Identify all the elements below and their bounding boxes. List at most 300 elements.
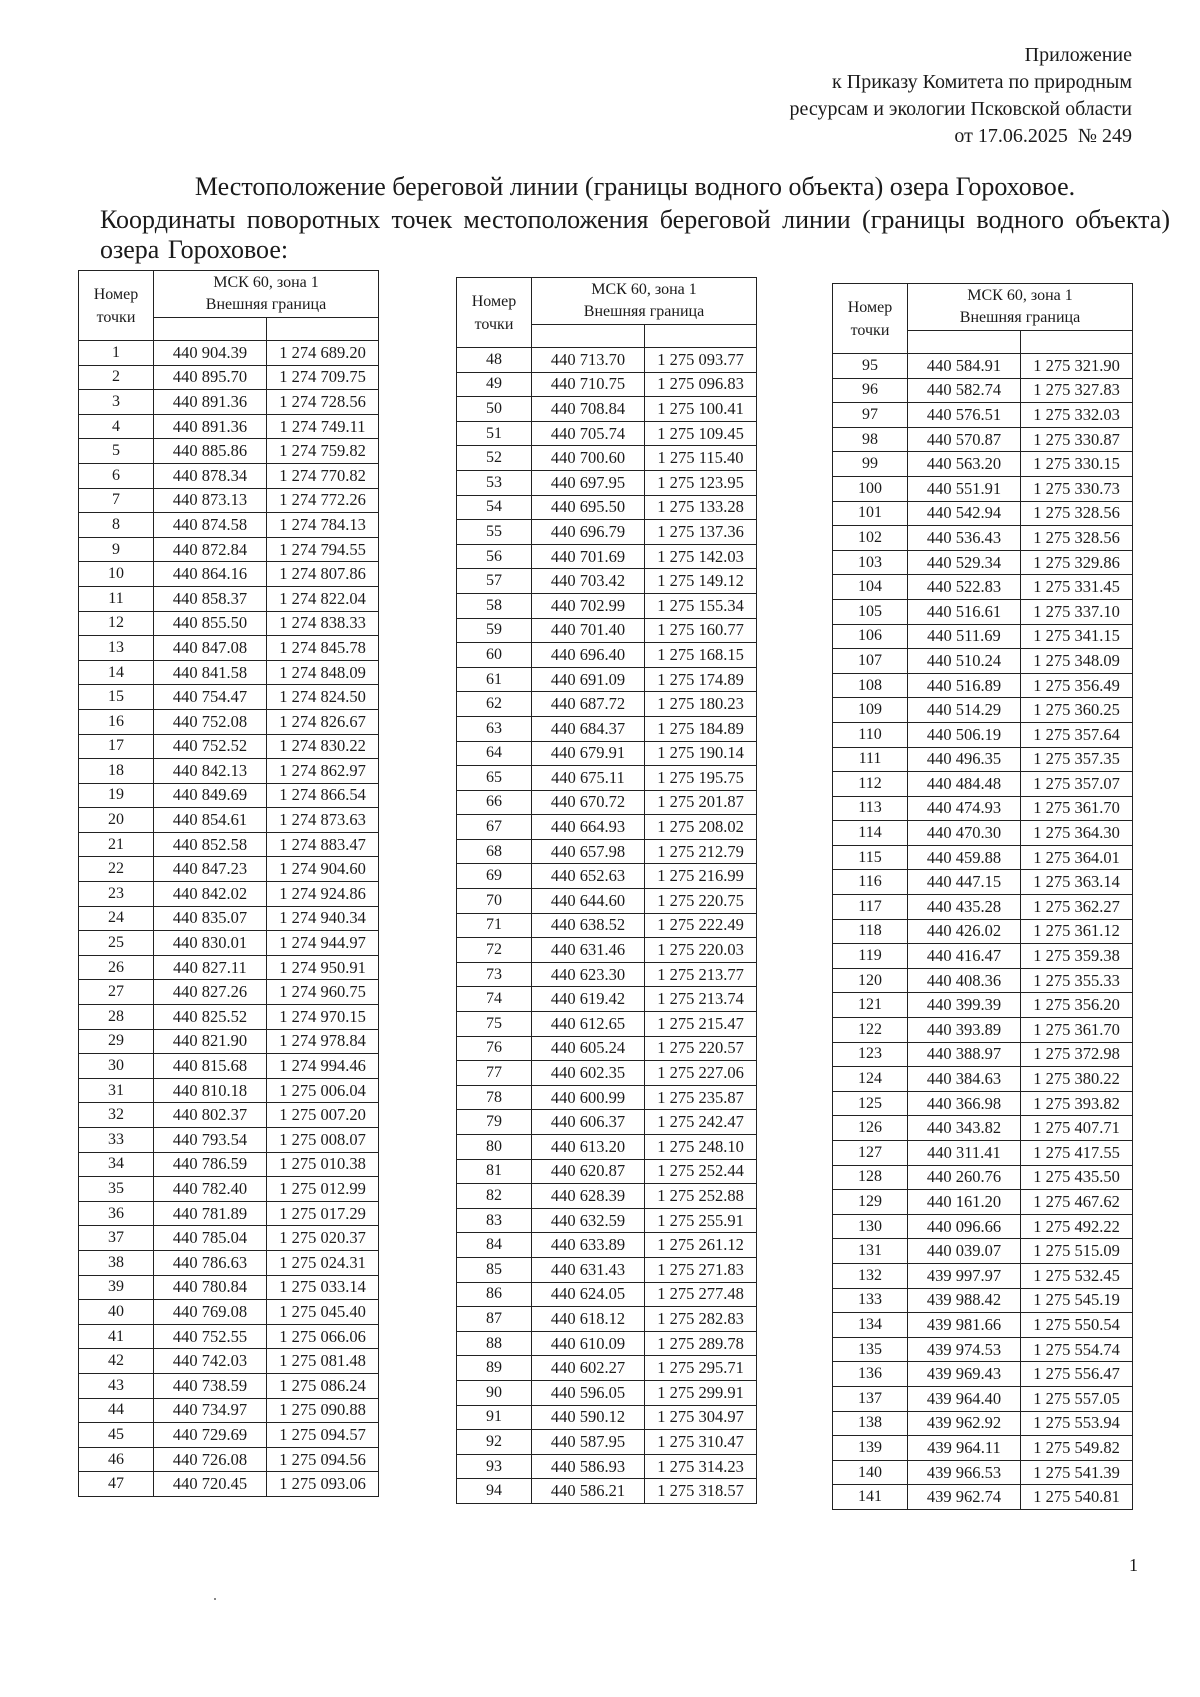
point-number: 141 <box>833 1485 908 1510</box>
table-row <box>79 414 379 439</box>
table-row <box>457 1012 757 1037</box>
coord-x: 440 570.87 <box>908 427 1021 452</box>
coord-x: 439 964.40 <box>908 1386 1021 1411</box>
point-number: 132 <box>833 1263 908 1288</box>
point-number: 66 <box>457 790 532 815</box>
table-row <box>457 1036 757 1061</box>
coord-y: 1 275 393.82 <box>1021 1091 1133 1116</box>
table-row <box>457 1159 757 1184</box>
coord-y: 1 274 794.55 <box>267 537 379 562</box>
coord-x: 440 612.65 <box>532 1012 645 1037</box>
point-number: 45 <box>79 1423 154 1448</box>
coord-x: 440 459.88 <box>908 845 1021 870</box>
table-row <box>833 1239 1133 1264</box>
table-row <box>79 1029 379 1054</box>
header-boundary-type: Внешняя граница <box>959 309 1081 326</box>
coord-y: 1 275 160.77 <box>645 618 757 643</box>
point-number: 17 <box>79 734 154 759</box>
point-number: 68 <box>457 839 532 864</box>
point-number: 119 <box>833 944 908 969</box>
coord-y: 1 274 924.86 <box>267 882 379 907</box>
coord-x: 440 447.15 <box>908 870 1021 895</box>
appendix-title: Приложение <box>1024 44 1132 66</box>
coord-y: 1 275 066.06 <box>267 1324 379 1349</box>
table-row <box>79 1373 379 1398</box>
coord-x: 440 684.37 <box>532 716 645 741</box>
coord-x: 440 895.70 <box>154 365 267 390</box>
coord-y: 1 275 081.48 <box>267 1349 379 1374</box>
point-number: 35 <box>79 1177 154 1202</box>
coord-x: 440 849.69 <box>154 783 267 808</box>
coord-x: 440 752.08 <box>154 709 267 734</box>
coord-y: 1 275 327.83 <box>1021 378 1133 403</box>
table-row <box>79 759 379 784</box>
coord-x: 440 408.36 <box>908 968 1021 993</box>
table-row <box>457 643 757 668</box>
point-number: 28 <box>79 1005 154 1030</box>
coord-y: 1 275 180.23 <box>645 692 757 717</box>
header-blank-cell <box>908 331 1021 354</box>
table-row <box>457 1479 757 1504</box>
coord-x: 440 260.76 <box>908 1165 1021 1190</box>
point-number: 57 <box>457 569 532 594</box>
table-row <box>457 495 757 520</box>
point-number: 137 <box>833 1386 908 1411</box>
coord-y: 1 274 866.54 <box>267 783 379 808</box>
coord-y: 1 275 532.45 <box>1021 1263 1133 1288</box>
table-row <box>457 569 757 594</box>
point-number: 54 <box>457 495 532 520</box>
point-number: 43 <box>79 1373 154 1398</box>
point-number: 22 <box>79 857 154 882</box>
table-row <box>457 1208 757 1233</box>
table-row <box>833 1436 1133 1461</box>
header-system-name: МСК 60, зона 1 <box>591 281 697 298</box>
table-row <box>457 864 757 889</box>
table-row <box>457 1331 757 1356</box>
point-number: 46 <box>79 1447 154 1472</box>
coord-y: 1 275 212.79 <box>645 839 757 864</box>
coord-y: 1 274 904.60 <box>267 857 379 882</box>
table-row <box>833 403 1133 428</box>
point-number: 4 <box>79 414 154 439</box>
table-row <box>457 397 757 422</box>
coord-x: 440 644.60 <box>532 889 645 914</box>
point-number: 56 <box>457 544 532 569</box>
table-row <box>833 354 1133 379</box>
coord-y: 1 275 261.12 <box>645 1233 757 1258</box>
coord-x: 440 713.70 <box>532 348 645 373</box>
point-number: 72 <box>457 938 532 963</box>
point-number: 95 <box>833 354 908 379</box>
coord-x: 440 752.52 <box>154 734 267 759</box>
coord-x: 440 600.99 <box>532 1085 645 1110</box>
coord-x: 440 484.48 <box>908 772 1021 797</box>
point-number: 42 <box>79 1349 154 1374</box>
table-row <box>833 944 1133 969</box>
coord-x: 440 687.72 <box>532 692 645 717</box>
coord-y: 1 275 357.64 <box>1021 722 1133 747</box>
coord-y: 1 275 195.75 <box>645 766 757 791</box>
point-number: 103 <box>833 550 908 575</box>
coord-y: 1 275 220.75 <box>645 889 757 914</box>
coord-x: 440 847.08 <box>154 636 267 661</box>
table-row <box>833 649 1133 674</box>
table-row <box>79 808 379 833</box>
coord-y: 1 275 329.86 <box>1021 550 1133 575</box>
coord-x: 440 874.58 <box>154 513 267 538</box>
point-number: 36 <box>79 1201 154 1226</box>
coord-x: 440 613.20 <box>532 1135 645 1160</box>
coord-x: 440 664.93 <box>532 815 645 840</box>
coord-x: 440 891.36 <box>154 414 267 439</box>
table-row <box>833 673 1133 698</box>
header-blank-cell <box>532 325 645 348</box>
coord-y: 1 275 220.03 <box>645 938 757 963</box>
coord-x: 440 878.34 <box>154 463 267 488</box>
coord-x: 440 821.90 <box>154 1029 267 1054</box>
coord-x: 440 904.39 <box>154 341 267 366</box>
point-number: 120 <box>833 968 908 993</box>
coord-x: 440 631.46 <box>532 938 645 963</box>
table-row <box>457 470 757 495</box>
point-number: 8 <box>79 513 154 538</box>
coord-y: 1 275 328.56 <box>1021 526 1133 551</box>
coord-x: 440 738.59 <box>154 1373 267 1398</box>
coord-y: 1 275 361.70 <box>1021 796 1133 821</box>
coord-x: 439 966.53 <box>908 1460 1021 1485</box>
table-row <box>79 1324 379 1349</box>
point-number: 79 <box>457 1110 532 1135</box>
coord-x: 439 962.92 <box>908 1411 1021 1436</box>
coord-y: 1 275 008.07 <box>267 1128 379 1153</box>
table-row <box>833 1067 1133 1092</box>
coord-y: 1 275 090.88 <box>267 1398 379 1423</box>
coord-y: 1 275 337.10 <box>1021 599 1133 624</box>
coord-y: 1 275 215.47 <box>645 1012 757 1037</box>
point-number: 124 <box>833 1067 908 1092</box>
coord-y: 1 275 357.35 <box>1021 747 1133 772</box>
coord-y: 1 275 407.71 <box>1021 1116 1133 1141</box>
coord-y: 1 275 364.01 <box>1021 845 1133 870</box>
coord-y: 1 274 830.22 <box>267 734 379 759</box>
coord-y: 1 275 190.14 <box>645 741 757 766</box>
coord-x: 440 516.89 <box>908 673 1021 698</box>
coord-y: 1 275 541.39 <box>1021 1460 1133 1485</box>
coord-x: 440 675.11 <box>532 766 645 791</box>
point-number: 109 <box>833 698 908 723</box>
table-row <box>833 476 1133 501</box>
coord-x: 440 696.79 <box>532 520 645 545</box>
coord-y: 1 275 242.47 <box>645 1110 757 1135</box>
point-number: 24 <box>79 906 154 931</box>
table-row <box>79 1128 379 1153</box>
table-row <box>833 870 1133 895</box>
coordinates-table-2 <box>456 277 757 1504</box>
table-row <box>833 1337 1133 1362</box>
table-row <box>79 906 379 931</box>
coord-y: 1 275 024.31 <box>267 1250 379 1275</box>
coord-x: 440 522.83 <box>908 575 1021 600</box>
coord-x: 439 969.43 <box>908 1362 1021 1387</box>
coord-x: 440 586.93 <box>532 1454 645 1479</box>
coord-x: 440 720.45 <box>154 1472 267 1497</box>
table-row <box>833 501 1133 526</box>
table-row <box>79 586 379 611</box>
table-row <box>79 439 379 464</box>
coord-x: 440 754.47 <box>154 685 267 710</box>
coord-x: 440 782.40 <box>154 1177 267 1202</box>
point-number: 83 <box>457 1208 532 1233</box>
coord-y: 1 275 540.81 <box>1021 1485 1133 1510</box>
coord-x: 440 435.28 <box>908 895 1021 920</box>
table-row <box>79 537 379 562</box>
coord-y: 1 274 944.97 <box>267 931 379 956</box>
table-row <box>79 783 379 808</box>
table-row <box>79 1226 379 1251</box>
point-number: 122 <box>833 1018 908 1043</box>
table-row <box>79 365 379 390</box>
table-row <box>79 1250 379 1275</box>
coord-y: 1 274 826.67 <box>267 709 379 734</box>
point-number: 21 <box>79 832 154 857</box>
table-row <box>79 341 379 366</box>
point-number: 123 <box>833 1042 908 1067</box>
coord-x: 440 399.39 <box>908 993 1021 1018</box>
point-number: 101 <box>833 501 908 526</box>
table-row <box>457 348 757 373</box>
coord-x: 439 981.66 <box>908 1313 1021 1338</box>
point-number: 71 <box>457 913 532 938</box>
table-row <box>833 722 1133 747</box>
coord-y: 1 274 838.33 <box>267 611 379 636</box>
table-row <box>833 1116 1133 1141</box>
coord-x: 440 393.89 <box>908 1018 1021 1043</box>
table-row <box>79 931 379 956</box>
table-row <box>833 1141 1133 1166</box>
table-row <box>457 790 757 815</box>
point-number: 97 <box>833 403 908 428</box>
coord-x: 440 633.89 <box>532 1233 645 1258</box>
point-number: 26 <box>79 955 154 980</box>
point-number: 49 <box>457 372 532 397</box>
point-number: 15 <box>79 685 154 710</box>
point-number: 128 <box>833 1165 908 1190</box>
coord-x: 440 835.07 <box>154 906 267 931</box>
table-row <box>833 1313 1133 1338</box>
table-row <box>79 1398 379 1423</box>
point-number: 87 <box>457 1307 532 1332</box>
coord-x: 440 864.16 <box>154 562 267 587</box>
coord-y: 1 275 550.54 <box>1021 1313 1133 1338</box>
point-number: 114 <box>833 821 908 846</box>
point-number: 108 <box>833 673 908 698</box>
coord-x: 440 858.37 <box>154 586 267 611</box>
coord-y: 1 275 362.27 <box>1021 895 1133 920</box>
coord-y: 1 275 216.99 <box>645 864 757 889</box>
table-row <box>833 796 1133 821</box>
coord-x: 440 810.18 <box>154 1078 267 1103</box>
coord-x: 440 474.93 <box>908 796 1021 821</box>
coord-y: 1 274 728.56 <box>267 390 379 415</box>
coord-x: 440 602.35 <box>532 1061 645 1086</box>
point-number: 140 <box>833 1460 908 1485</box>
coord-x: 440 670.72 <box>532 790 645 815</box>
coord-x: 440 793.54 <box>154 1128 267 1153</box>
point-number: 67 <box>457 815 532 840</box>
coord-y: 1 275 549.82 <box>1021 1436 1133 1461</box>
table-row <box>833 821 1133 846</box>
table-row <box>79 1177 379 1202</box>
point-number: 126 <box>833 1116 908 1141</box>
coord-y: 1 275 271.83 <box>645 1257 757 1282</box>
coord-y: 1 274 759.82 <box>267 439 379 464</box>
coord-x: 440 582.74 <box>908 378 1021 403</box>
coord-y: 1 275 328.56 <box>1021 501 1133 526</box>
coord-y: 1 275 093.06 <box>267 1472 379 1497</box>
coord-x: 440 827.26 <box>154 980 267 1005</box>
point-number: 39 <box>79 1275 154 1300</box>
table-row <box>457 1135 757 1160</box>
point-number: 3 <box>79 390 154 415</box>
table-row <box>457 1380 757 1405</box>
point-number: 113 <box>833 796 908 821</box>
point-number: 52 <box>457 446 532 471</box>
point-number: 9 <box>79 537 154 562</box>
point-number: 55 <box>457 520 532 545</box>
coord-y: 1 274 749.11 <box>267 414 379 439</box>
table-row <box>833 1165 1133 1190</box>
point-number: 78 <box>457 1085 532 1110</box>
table-row <box>79 1201 379 1226</box>
point-number: 44 <box>79 1398 154 1423</box>
coord-y: 1 275 554.74 <box>1021 1337 1133 1362</box>
table-row <box>79 832 379 857</box>
table-row <box>833 378 1133 403</box>
table-row <box>833 1288 1133 1313</box>
coord-x: 440 619.42 <box>532 987 645 1012</box>
coord-y: 1 275 006.04 <box>267 1078 379 1103</box>
header-system-name: МСК 60, зона 1 <box>967 287 1073 304</box>
table-row <box>457 766 757 791</box>
coord-x: 440 587.95 <box>532 1430 645 1455</box>
coord-x: 440 842.02 <box>154 882 267 907</box>
point-number: 106 <box>833 624 908 649</box>
coord-x: 440 729.69 <box>154 1423 267 1448</box>
table-row <box>833 624 1133 649</box>
table-row <box>457 544 757 569</box>
table-row <box>79 488 379 513</box>
table-row <box>833 968 1133 993</box>
coord-x: 440 873.13 <box>154 488 267 513</box>
table-row <box>457 692 757 717</box>
coord-x: 440 610.09 <box>532 1331 645 1356</box>
point-number: 134 <box>833 1313 908 1338</box>
table-row <box>79 1152 379 1177</box>
coord-x: 440 734.97 <box>154 1398 267 1423</box>
coord-y: 1 275 208.02 <box>645 815 757 840</box>
table-row <box>79 685 379 710</box>
table-row <box>457 1085 757 1110</box>
coord-x: 440 628.39 <box>532 1184 645 1209</box>
table-row <box>457 618 757 643</box>
coord-y: 1 275 277.48 <box>645 1282 757 1307</box>
point-number: 65 <box>457 766 532 791</box>
point-number: 64 <box>457 741 532 766</box>
point-number: 105 <box>833 599 908 624</box>
table-row <box>457 716 757 741</box>
coord-x: 440 679.91 <box>532 741 645 766</box>
table-row <box>79 463 379 488</box>
point-number: 92 <box>457 1430 532 1455</box>
point-number: 136 <box>833 1362 908 1387</box>
point-number: 20 <box>79 808 154 833</box>
coord-y: 1 275 330.73 <box>1021 476 1133 501</box>
coord-x: 440 657.98 <box>532 839 645 864</box>
point-number: 74 <box>457 987 532 1012</box>
coord-x: 440 852.58 <box>154 832 267 857</box>
coord-y: 1 275 020.37 <box>267 1226 379 1251</box>
table-row <box>79 857 379 882</box>
coord-x: 440 815.68 <box>154 1054 267 1079</box>
coord-y: 1 275 361.70 <box>1021 1018 1133 1043</box>
coord-y: 1 275 282.83 <box>645 1307 757 1332</box>
coord-y: 1 274 970.15 <box>267 1005 379 1030</box>
coord-x: 440 638.52 <box>532 913 645 938</box>
coord-y: 1 274 950.91 <box>267 955 379 980</box>
coord-y: 1 275 380.22 <box>1021 1067 1133 1092</box>
coord-x: 440 542.94 <box>908 501 1021 526</box>
coord-x: 440 590.12 <box>532 1405 645 1430</box>
point-number: 34 <box>79 1152 154 1177</box>
point-number: 69 <box>457 864 532 889</box>
table-row <box>833 1190 1133 1215</box>
coord-y: 1 275 553.94 <box>1021 1411 1133 1436</box>
coord-y: 1 274 822.04 <box>267 586 379 611</box>
coord-y: 1 274 978.84 <box>267 1029 379 1054</box>
coord-y: 1 275 545.19 <box>1021 1288 1133 1313</box>
coord-y: 1 275 355.33 <box>1021 968 1133 993</box>
coord-y: 1 275 149.12 <box>645 569 757 594</box>
header-blank-cell <box>267 318 379 341</box>
coord-x: 440 605.24 <box>532 1036 645 1061</box>
table-row <box>833 919 1133 944</box>
coord-x: 440 872.84 <box>154 537 267 562</box>
coord-y: 1 275 321.90 <box>1021 354 1133 379</box>
coord-y: 1 275 318.57 <box>645 1479 757 1504</box>
coord-y: 1 274 807.86 <box>267 562 379 587</box>
point-number: 33 <box>79 1128 154 1153</box>
table-row <box>457 372 757 397</box>
coord-y: 1 275 168.15 <box>645 643 757 668</box>
coord-y: 1 275 314.23 <box>645 1454 757 1479</box>
table-row <box>79 734 379 759</box>
coord-y: 1 275 142.03 <box>645 544 757 569</box>
coord-x: 440 702.99 <box>532 593 645 618</box>
coord-x: 440 161.20 <box>908 1190 1021 1215</box>
coord-y: 1 275 033.14 <box>267 1275 379 1300</box>
point-number: 129 <box>833 1190 908 1215</box>
coord-y: 1 274 824.50 <box>267 685 379 710</box>
coord-x: 440 631.43 <box>532 1257 645 1282</box>
table-row <box>457 1405 757 1430</box>
coord-x: 439 997.97 <box>908 1263 1021 1288</box>
table-row <box>457 520 757 545</box>
appendix-date: от 17.06.2025 <box>954 125 1068 147</box>
coord-x: 440 584.91 <box>908 354 1021 379</box>
coord-y: 1 275 557.05 <box>1021 1386 1133 1411</box>
point-number: 93 <box>457 1454 532 1479</box>
